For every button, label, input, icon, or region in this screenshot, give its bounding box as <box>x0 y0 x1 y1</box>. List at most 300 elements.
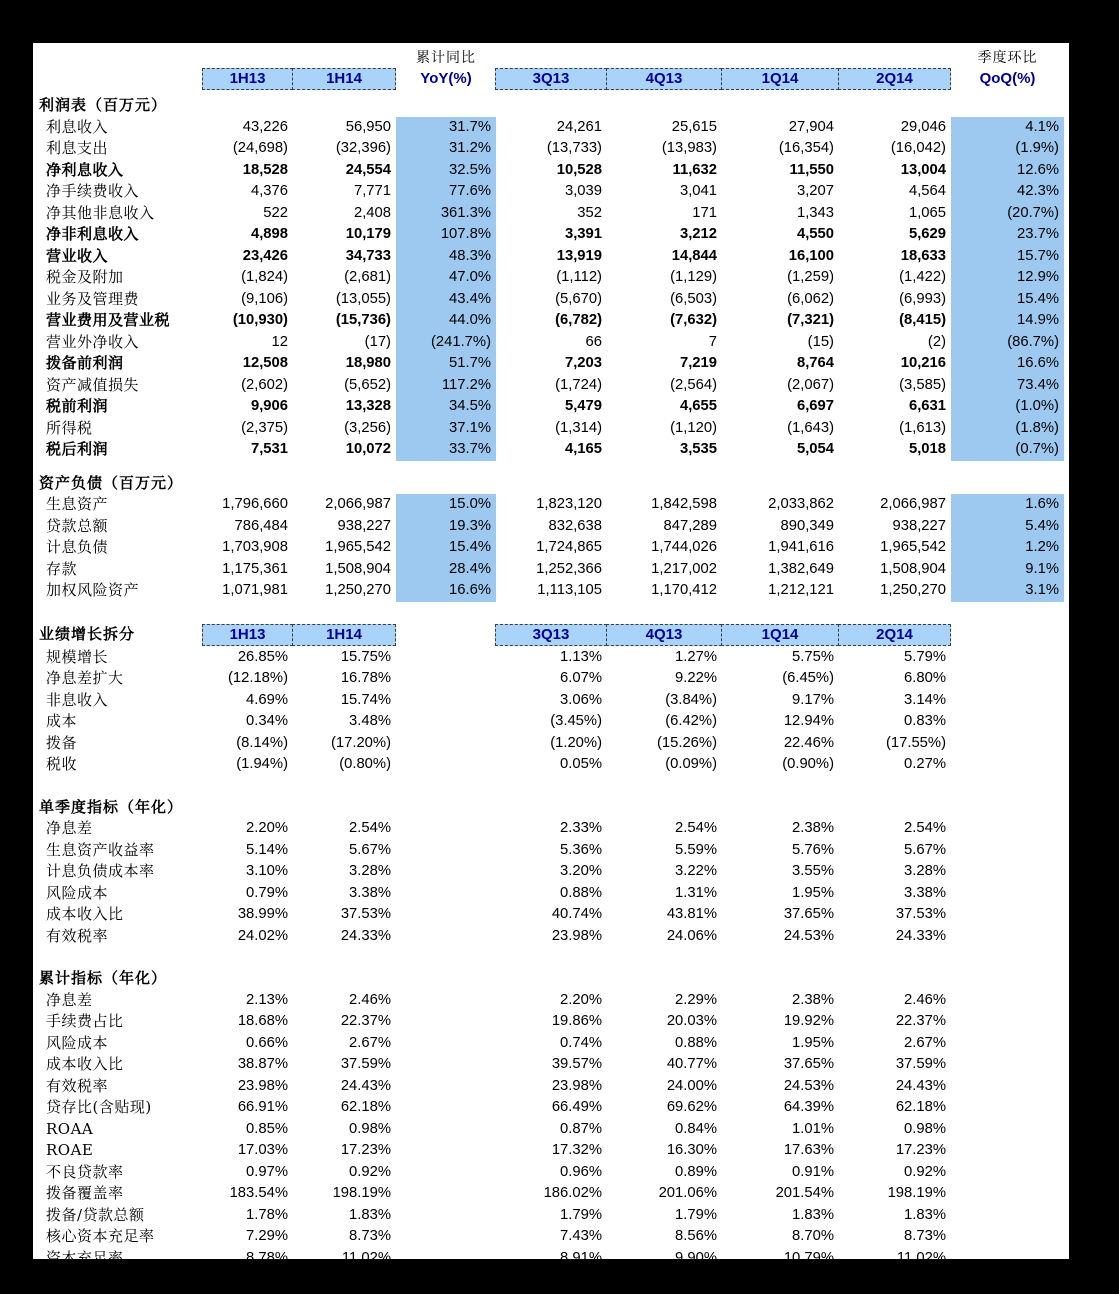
cell-yoy: 51.7% <box>396 353 496 375</box>
cell-3q13: 1,724,865 <box>536 539 602 555</box>
cell-yoy: 16.6% <box>396 580 496 602</box>
cell-qoq: (86.7%) <box>951 332 1064 354</box>
cell-1h14: 0.92% <box>349 1163 391 1180</box>
cell-1h13: 1,796,660 <box>222 496 288 512</box>
cell-1h13: 24.02% <box>237 927 288 944</box>
cell-yoy <box>396 1119 496 1141</box>
cell-1q14: 1.83% <box>792 1206 834 1223</box>
cell-3q13: 23.98% <box>551 927 602 944</box>
cell-1q14: 19.92% <box>783 1013 834 1029</box>
table-row <box>33 1248 1069 1270</box>
cell-1q14: 12.94% <box>783 713 834 729</box>
cell-1h14: 37.53% <box>340 906 391 922</box>
cell-yoy <box>396 1076 496 1098</box>
cell-1h14: 1,508,904 <box>325 560 391 577</box>
cell-4q13: 25,615 <box>671 118 717 135</box>
cell-qoq: (1.9%) <box>951 138 1064 160</box>
cell-2q14: 18,633 <box>900 247 946 264</box>
table-row <box>33 1140 1069 1162</box>
table-row <box>33 711 1069 733</box>
cell-4q13: 0.88% <box>675 1034 717 1051</box>
cell-4q13: 1,842,598 <box>651 496 717 512</box>
spacer-cell <box>396 473 496 495</box>
cell-4q13: 1.27% <box>675 648 717 665</box>
row-label: 规模增长 <box>46 647 109 666</box>
cell-4q13: (1,129) <box>670 269 717 285</box>
row-label: 净其他非息收入 <box>46 203 155 222</box>
cell-1h13: (12.18%) <box>227 670 288 686</box>
cell-4q13: 2.29% <box>675 991 717 1008</box>
row-label: 税收 <box>46 755 78 773</box>
cell-4q13: (2,564) <box>670 376 717 393</box>
cell-4q13: 7 <box>708 333 717 350</box>
cell-1h13: 2.20% <box>246 820 288 836</box>
table-row <box>33 904 1069 926</box>
cell-2q14: 6.80% <box>904 670 946 686</box>
cell-4q13: 14,844 <box>671 247 717 264</box>
cell-4q13: (6.42%) <box>665 713 717 729</box>
cell-1h14: (13,055) <box>335 290 391 307</box>
cell-2q14: 2.46% <box>904 991 946 1008</box>
cell-yoy: 37.1% <box>396 418 496 440</box>
cell-1h14: 37.59% <box>340 1056 391 1072</box>
section-title-row <box>33 95 1069 117</box>
cell-qoq <box>951 647 1064 669</box>
spacer-cell <box>203 797 293 819</box>
cell-1h14: 56,950 <box>345 118 391 135</box>
cell-2q14: (1,422) <box>899 269 946 285</box>
section-title: 单季度指标（年化） <box>39 797 184 816</box>
cell-3q13: 0.74% <box>560 1034 602 1051</box>
cell-qoq <box>951 1183 1064 1205</box>
cell-4q13: 171 <box>692 204 717 221</box>
cell-1h13: 0.66% <box>246 1034 288 1051</box>
cell-3q13: 1.13% <box>560 648 602 665</box>
cell-1h14: 17.23% <box>340 1142 391 1158</box>
table-row <box>33 1119 1069 1141</box>
table-row <box>33 396 1069 418</box>
section-title-row <box>33 968 1069 990</box>
cell-4q13: 40.77% <box>666 1056 717 1072</box>
cell-1q14: 1.01% <box>792 1120 834 1137</box>
row-label: 非息收入 <box>46 690 109 709</box>
cell-yoy <box>396 1162 496 1184</box>
row-label: 贷存比(含贴现) <box>46 1098 152 1116</box>
cell-qoq <box>951 711 1064 733</box>
cell-qoq <box>951 1226 1064 1248</box>
spacer-cell <box>951 95 1064 117</box>
cell-1q14: 201.54% <box>775 1185 834 1201</box>
cell-yoy: 44.0% <box>396 310 496 332</box>
spacer-cell <box>722 968 839 990</box>
cell-3q13: 1.79% <box>560 1206 602 1223</box>
cell-yoy <box>396 990 496 1012</box>
row-label: 净息差 <box>46 990 93 1009</box>
cell-qoq <box>951 904 1064 926</box>
cell-1h13: 66.91% <box>237 1099 288 1115</box>
cell-1h14: 8.73% <box>349 1228 391 1244</box>
cell-4q13: 1.79% <box>675 1206 717 1223</box>
cell-2q14: 8.73% <box>904 1228 946 1244</box>
cell-qoq: 5.4% <box>951 516 1064 538</box>
cell-yoy <box>396 1033 496 1055</box>
cell-1h14: 0.98% <box>349 1120 391 1137</box>
cell-4q13: 1.31% <box>675 884 717 901</box>
cell-1h14: 34,733 <box>345 247 391 264</box>
cell-1q14: 1,343 <box>796 204 834 221</box>
cell-yoy <box>396 1226 496 1248</box>
cell-yoy: 19.3% <box>396 516 496 538</box>
cell-qoq: (0.7%) <box>951 439 1064 461</box>
cell-yoy <box>396 1011 496 1033</box>
cell-yoy <box>396 904 496 926</box>
cell-4q13: 24.06% <box>666 927 717 944</box>
cell-4q13: (0.09%) <box>665 756 717 772</box>
cell-1h13: 5.14% <box>246 841 288 858</box>
column-header-yoy <box>396 624 496 647</box>
cell-qoq: (20.7%) <box>951 203 1064 225</box>
cell-1q14: (1,643) <box>787 419 834 436</box>
cell-3q13: 19.86% <box>551 1013 602 1029</box>
column-header-1h13: 1H13 <box>202 68 293 90</box>
cell-1h14: 3.48% <box>349 713 391 729</box>
cell-2q14: 4,564 <box>908 183 946 199</box>
spacer-cell <box>839 49 951 68</box>
cell-2q14: 0.98% <box>904 1120 946 1137</box>
table-row <box>33 310 1069 332</box>
column-header-1q14: 1Q14 <box>721 68 839 90</box>
cell-1h13: 4.69% <box>246 691 288 708</box>
cell-yoy <box>396 690 496 712</box>
cell-1q14: 5,054 <box>796 441 834 457</box>
row-label: 风险成本 <box>46 1033 109 1052</box>
section-title: 业绩增长拆分 <box>39 624 136 643</box>
table-row <box>33 181 1069 203</box>
table-row <box>33 1033 1069 1055</box>
cell-yoy: 361.3% <box>396 203 496 225</box>
table-row <box>33 1205 1069 1227</box>
table-row <box>33 559 1069 581</box>
row-label: 手续费占比 <box>46 1012 124 1030</box>
spacer-cell <box>496 968 607 990</box>
cell-yoy: 15.4% <box>396 537 496 559</box>
column-header-3q13: 3Q13 <box>495 624 607 646</box>
column-header-1q14: 1Q14 <box>721 624 839 646</box>
table-row <box>33 267 1069 289</box>
row-label: ROAA <box>46 1119 94 1138</box>
cell-4q13: 3.22% <box>675 863 717 879</box>
cell-1q14: 1.95% <box>792 884 834 901</box>
cell-1h14: (2,681) <box>344 269 391 285</box>
table-row <box>33 246 1069 268</box>
cell-2q14: (3,585) <box>899 376 946 393</box>
cell-3q13: 1,823,120 <box>536 496 602 512</box>
row-label: 贷款总额 <box>46 516 109 535</box>
row-label: 营业外净收入 <box>46 332 140 351</box>
cell-4q13: 20.03% <box>666 1013 717 1029</box>
cell-1h14: 62.18% <box>340 1099 391 1115</box>
cell-1q14: 1,382,649 <box>768 560 834 577</box>
cell-3q13: 8.91% <box>560 1249 602 1266</box>
cell-yoy <box>396 1183 496 1205</box>
cell-2q14: 2,066,987 <box>880 496 946 512</box>
table-row <box>33 580 1069 602</box>
spacer-cell <box>396 797 496 819</box>
cell-1h14: 2.46% <box>349 991 391 1008</box>
cell-1h14: 2.54% <box>349 820 391 836</box>
row-label: 存款 <box>46 559 78 578</box>
spacer-cell <box>722 49 839 68</box>
cell-1h14: (5,652) <box>344 376 391 393</box>
cell-1q14: (1,259) <box>787 269 834 285</box>
cell-3q13: (1,724) <box>555 376 602 393</box>
cell-1q14: (16,354) <box>778 140 834 156</box>
cell-3q13: 1,113,105 <box>537 582 602 598</box>
cell-3q13: 10,528 <box>556 161 602 178</box>
spacer-cell <box>203 49 293 68</box>
spacer-cell <box>496 473 607 495</box>
column-header-1h14: 1H14 <box>292 624 396 646</box>
cell-3q13: 5,479 <box>564 398 602 414</box>
cell-1h14: (17) <box>364 333 391 350</box>
cell-yoy <box>396 861 496 883</box>
cell-4q13: (7,632) <box>670 312 717 328</box>
cell-4q13: 0.89% <box>675 1163 717 1180</box>
cell-3q13: (5,670) <box>555 290 602 307</box>
cell-yoy: 15.0% <box>396 494 496 516</box>
column-header-1h13: 1H13 <box>202 624 293 646</box>
cell-3q13: 23.98% <box>551 1077 602 1094</box>
spacer-cell <box>496 797 607 819</box>
cell-2q14: (1,613) <box>899 419 946 436</box>
cell-qoq: 15.4% <box>951 289 1064 311</box>
cell-2q14: 1,508,904 <box>880 560 946 577</box>
spacer-cell <box>722 797 839 819</box>
cell-2q14: 0.83% <box>904 713 946 729</box>
table-row <box>33 160 1069 182</box>
cell-1h14: (15,736) <box>335 312 391 328</box>
cell-1h13: 522 <box>263 204 288 221</box>
report-sheet <box>33 43 1069 1267</box>
cell-1h13: 4,376 <box>250 183 288 199</box>
cell-qoq <box>951 1248 1064 1270</box>
cell-3q13: 17.32% <box>551 1142 602 1158</box>
cell-1h14: 18,980 <box>345 355 391 371</box>
row-label: 税前利润 <box>46 397 109 415</box>
row-label: 拨备覆盖率 <box>46 1184 124 1202</box>
cell-1h13: (8.14%) <box>236 734 288 751</box>
cell-4q13: 4,655 <box>679 398 717 414</box>
spacer-cell <box>722 473 839 495</box>
cell-1h13: 8.78% <box>246 1249 288 1266</box>
row-label: 营业费用及营业税 <box>46 311 171 329</box>
row-label: 净息差扩大 <box>46 669 124 687</box>
column-header-1h14: 1H14 <box>292 68 396 90</box>
cell-1h13: 786,484 <box>234 517 288 534</box>
table-row <box>33 418 1069 440</box>
cell-4q13: 3,041 <box>679 183 717 199</box>
column-header-2q14: 2Q14 <box>838 68 951 90</box>
cell-4q13: (6,503) <box>670 290 717 307</box>
spacer-cell <box>951 473 1064 495</box>
cell-4q13: 1,217,002 <box>651 560 717 577</box>
cell-4q13: (1,120) <box>670 419 717 436</box>
table-row <box>33 1162 1069 1184</box>
cell-2q14: 3.28% <box>904 863 946 879</box>
cell-1h14: 24,554 <box>345 161 391 178</box>
cell-1q14: 1,212,121 <box>768 582 834 598</box>
spacer-cell <box>607 473 722 495</box>
table-row <box>33 1011 1069 1033</box>
row-label: 净利息收入 <box>46 160 124 179</box>
cell-qoq: 3.1% <box>951 580 1064 602</box>
section-title: 资产负债（百万元） <box>39 473 184 492</box>
cell-2q14: 24.33% <box>895 927 946 944</box>
cell-3q13: 186.02% <box>543 1185 602 1201</box>
cell-2q14: 24.43% <box>895 1077 946 1094</box>
spacer-cell <box>496 49 607 68</box>
cell-1h13: 1.78% <box>246 1206 288 1223</box>
cell-4q13: 9.90% <box>675 1249 717 1266</box>
cell-1h14: 15.75% <box>340 648 391 665</box>
row-label: 净息差 <box>46 819 93 837</box>
column-header-qoq: QoQ(%) <box>979 70 1036 87</box>
cell-1q14: 16,100 <box>788 247 834 264</box>
cell-yoy: 47.0% <box>396 267 496 289</box>
cell-1h13: 0.79% <box>246 884 288 901</box>
cell-2q14: 29,046 <box>900 118 946 135</box>
cell-qoq <box>951 990 1064 1012</box>
cell-1h13: (2,602) <box>241 376 288 393</box>
cell-1q14: 10.79% <box>783 1249 834 1266</box>
cell-4q13: 69.62% <box>666 1099 717 1115</box>
cell-yoy: 34.5% <box>396 396 496 418</box>
cell-2q14: (2) <box>927 333 946 350</box>
section-title: 利润表（百万元） <box>39 96 168 114</box>
cell-yoy <box>396 1248 496 1270</box>
row-label: 拨备 <box>46 733 78 752</box>
cell-1q14: 37.65% <box>783 1056 834 1072</box>
table-row <box>33 224 1069 246</box>
cell-1h14: 2,408 <box>353 204 391 221</box>
cell-2q14: 37.59% <box>895 1056 946 1072</box>
cell-yoy <box>396 1054 496 1076</box>
spacer-cell <box>293 968 396 990</box>
cell-yoy: 33.7% <box>396 439 496 461</box>
row-label: 利息收入 <box>46 117 109 136</box>
spacer-cell <box>607 968 722 990</box>
cell-1h14: 24.33% <box>340 927 391 944</box>
table-row <box>33 1076 1069 1098</box>
table-row <box>33 537 1069 559</box>
table-row <box>33 353 1069 375</box>
spacer-cell <box>203 473 293 495</box>
column-header-4q13: 4Q13 <box>606 68 722 90</box>
cell-4q13: 0.84% <box>675 1120 717 1137</box>
row-label: 利息支出 <box>46 139 109 157</box>
cell-qoq <box>951 926 1064 948</box>
cell-1h13: 43,226 <box>242 118 288 135</box>
table-row <box>33 117 1069 139</box>
cell-qoq <box>951 668 1064 690</box>
cell-3q13: (1,112) <box>556 269 602 285</box>
cell-3q13: 0.88% <box>560 884 602 901</box>
cell-qoq <box>951 1097 1064 1119</box>
spacer-cell <box>839 95 951 117</box>
cell-yoy: (241.7%) <box>396 332 496 354</box>
cell-qoq: 1.6% <box>951 494 1064 516</box>
cell-1h14: 1.83% <box>349 1206 391 1223</box>
table-row <box>33 375 1069 397</box>
spacer-cell <box>293 797 396 819</box>
cell-qoq: 16.6% <box>951 353 1064 375</box>
cell-2q14: 3.38% <box>904 884 946 901</box>
cell-2q14: (8,415) <box>899 312 946 328</box>
row-label: 资本充足率 <box>46 1248 124 1267</box>
cell-2q14: 1,250,270 <box>880 582 946 598</box>
cell-1q14: 9.17% <box>792 691 834 708</box>
cell-qoq: 12.6% <box>951 160 1064 182</box>
cell-2q14: 2.67% <box>904 1034 946 1051</box>
cell-yoy <box>396 840 496 862</box>
cell-3q13: 3.06% <box>560 691 602 708</box>
yoy-group-header: 累计同比 <box>416 50 476 66</box>
column-header-2q14: 2Q14 <box>838 624 951 646</box>
cell-1h14: 13,328 <box>345 398 391 414</box>
cell-3q13: 39.57% <box>551 1056 602 1072</box>
cell-3q13: 4,165 <box>564 441 602 457</box>
cell-yoy <box>396 733 496 755</box>
column-header-4q13: 4Q13 <box>606 624 722 646</box>
table-row <box>33 289 1069 311</box>
section-header-row <box>33 624 1069 647</box>
cell-1h13: 7.29% <box>246 1228 288 1244</box>
cell-4q13: 24.00% <box>666 1077 717 1094</box>
spacer-cell <box>203 968 293 990</box>
cell-qoq <box>951 1140 1064 1162</box>
cell-3q13: 3,391 <box>564 226 602 242</box>
cell-1q14: 0.91% <box>792 1163 834 1180</box>
cell-1h13: 1,703,908 <box>222 539 288 555</box>
cell-yoy: 117.2% <box>396 375 496 397</box>
cell-qoq: (1.0%) <box>951 396 1064 418</box>
cell-1h14: 11.02% <box>341 1249 391 1266</box>
cell-1h13: 2.13% <box>246 991 288 1008</box>
row-label: 拨备/贷款总额 <box>46 1205 145 1224</box>
cell-qoq <box>951 1054 1064 1076</box>
column-header-3q13: 3Q13 <box>495 68 607 90</box>
cell-yoy <box>396 1140 496 1162</box>
cell-2q14: 5.67% <box>904 841 946 858</box>
cell-yoy: 32.5% <box>396 160 496 182</box>
table-row <box>33 332 1069 354</box>
cell-2q14: 22.37% <box>895 1013 946 1029</box>
cell-1q14: 2.38% <box>792 820 834 836</box>
cell-1h14: 7,771 <box>353 183 391 199</box>
cell-3q13: (1,314) <box>555 419 602 436</box>
cell-1h13: 38.87% <box>237 1056 288 1072</box>
cell-3q13: 2.33% <box>560 820 602 836</box>
cell-1h13: 183.54% <box>229 1185 288 1201</box>
cell-2q14: 10,216 <box>900 355 946 371</box>
cell-1q14: 890,349 <box>780 517 834 534</box>
cell-qoq: (1.8%) <box>951 418 1064 440</box>
cell-1h14: 1,965,542 <box>325 539 391 555</box>
cell-2q14: 37.53% <box>895 906 946 922</box>
cell-3q13: 1,252,366 <box>536 560 602 577</box>
table-row <box>33 690 1069 712</box>
cell-1h13: 3.10% <box>246 863 288 879</box>
